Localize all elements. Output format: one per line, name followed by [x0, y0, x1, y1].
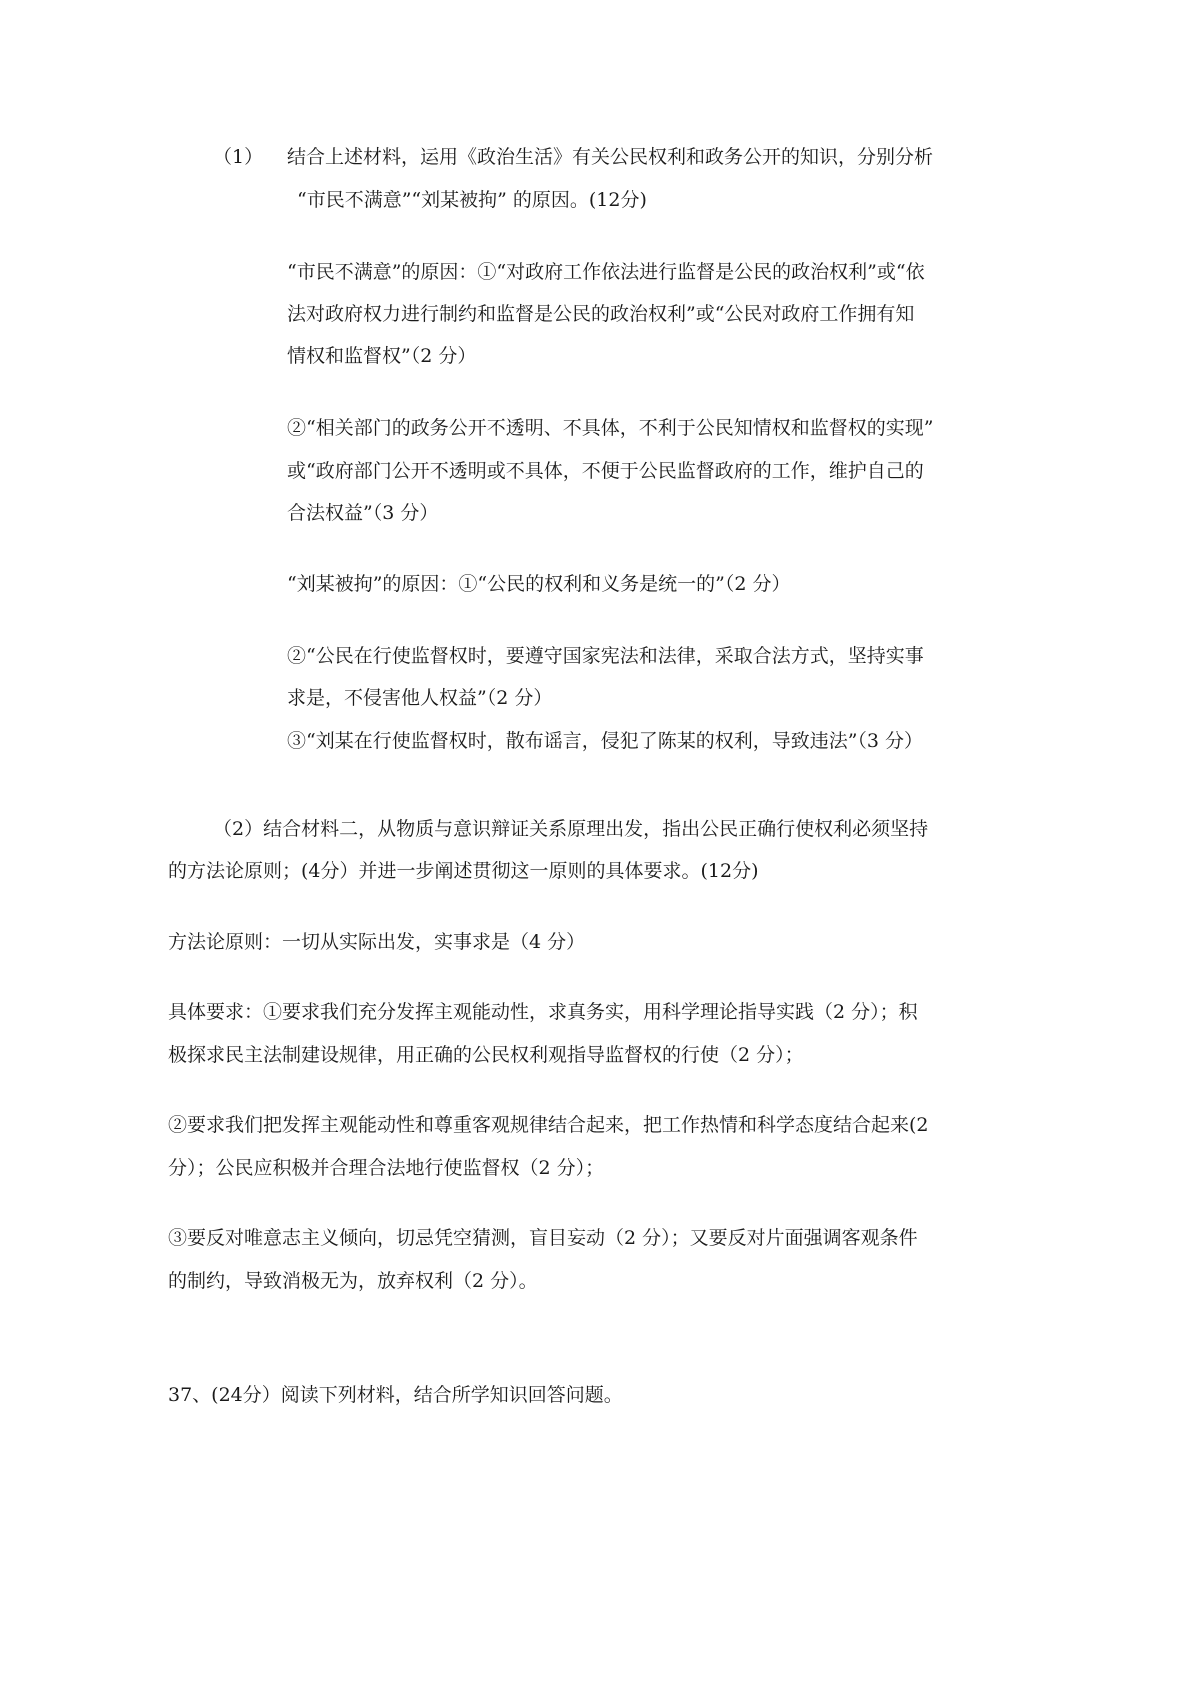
q1-answer-line: ③“刘某在行使监督权时，散布谣言，侵犯了陈某的权利，导致违法”（3 分）: [287, 730, 924, 752]
q2-answer-line: 分）；公民应积极并合理合法地行使监督权（2 分）；: [168, 1157, 605, 1179]
q1-prompt-line: “市民不满意”“刘某被拘” 的原因。(12分): [297, 189, 647, 211]
q1-answer-line: “刘某被拘”的原因：①“公民的权利和义务是统一的”（2 分）: [287, 573, 791, 595]
q2-answer-line: ②要求我们把发挥主观能动性和尊重客观规律结合起来，把工作热情和科学态度结合起来(2: [168, 1114, 929, 1136]
q2-prompt-line: 的方法论原则；(4分）并进一步阐述贯彻这一原则的具体要求。(12分): [168, 860, 759, 882]
q1-answer-line: ②“相关部门的政务公开不透明、不具体，不利于公民知情权和监督权的实现”: [287, 417, 934, 439]
q2-answer-line: 具体要求：①要求我们充分发挥主观能动性，求真务实，用科学理论指导实践（2 分）；积: [168, 1001, 918, 1023]
q2-answer-line: 极探求民主法制建设规律，用正确的公民权利观指导监督权的行使（2 分）；: [168, 1044, 804, 1066]
q2-answer-line: 的制约，导致消极无为，放弃权利（2 分）。: [168, 1270, 538, 1292]
q2-prompt-line: （2）结合材料二，从物质与意识辩证关系原理出发，指出公民正确行使权利必须坚持: [213, 818, 929, 840]
q1-answer-line: 情权和监督权”（2 分）: [287, 345, 477, 367]
q37-heading: 37、(24分）阅读下列材料，结合所学知识回答问题。: [168, 1384, 623, 1406]
q1-number: （1）: [213, 146, 264, 168]
q1-prompt-line: 结合上述材料，运用《政治生活》有关公民权利和政务公开的知识，分别分析: [287, 146, 934, 168]
q1-answer-line: 法对政府权力进行制约和监督是公民的政治权利”或“公民对政府工作拥有知: [287, 303, 915, 325]
q1-answer-line: “市民不满意”的原因：①“对政府工作依法进行监督是公民的政治权利”或“依: [287, 261, 925, 283]
q1-answer-line: 或“政府部门公开不透明或不具体，不便于公民监督政府的工作，维护自己的: [287, 460, 924, 482]
q2-answer-line: ③要反对唯意志主义倾向，切忌凭空猜测，盲目妄动（2 分）；又要反对片面强调客观条件: [168, 1227, 918, 1249]
q1-answer-line: 求是，不侵害他人权益”（2 分）: [287, 687, 553, 709]
q2-answer-line: 方法论原则：一切从实际出发，实事求是（4 分）: [168, 931, 586, 953]
q1-answer-line: 合法权益”（3 分）: [287, 502, 439, 524]
q1-answer-line: ②“公民在行使监督权时，要遵守国家宪法和法律，采取合法方式，坚持实事: [287, 645, 924, 667]
